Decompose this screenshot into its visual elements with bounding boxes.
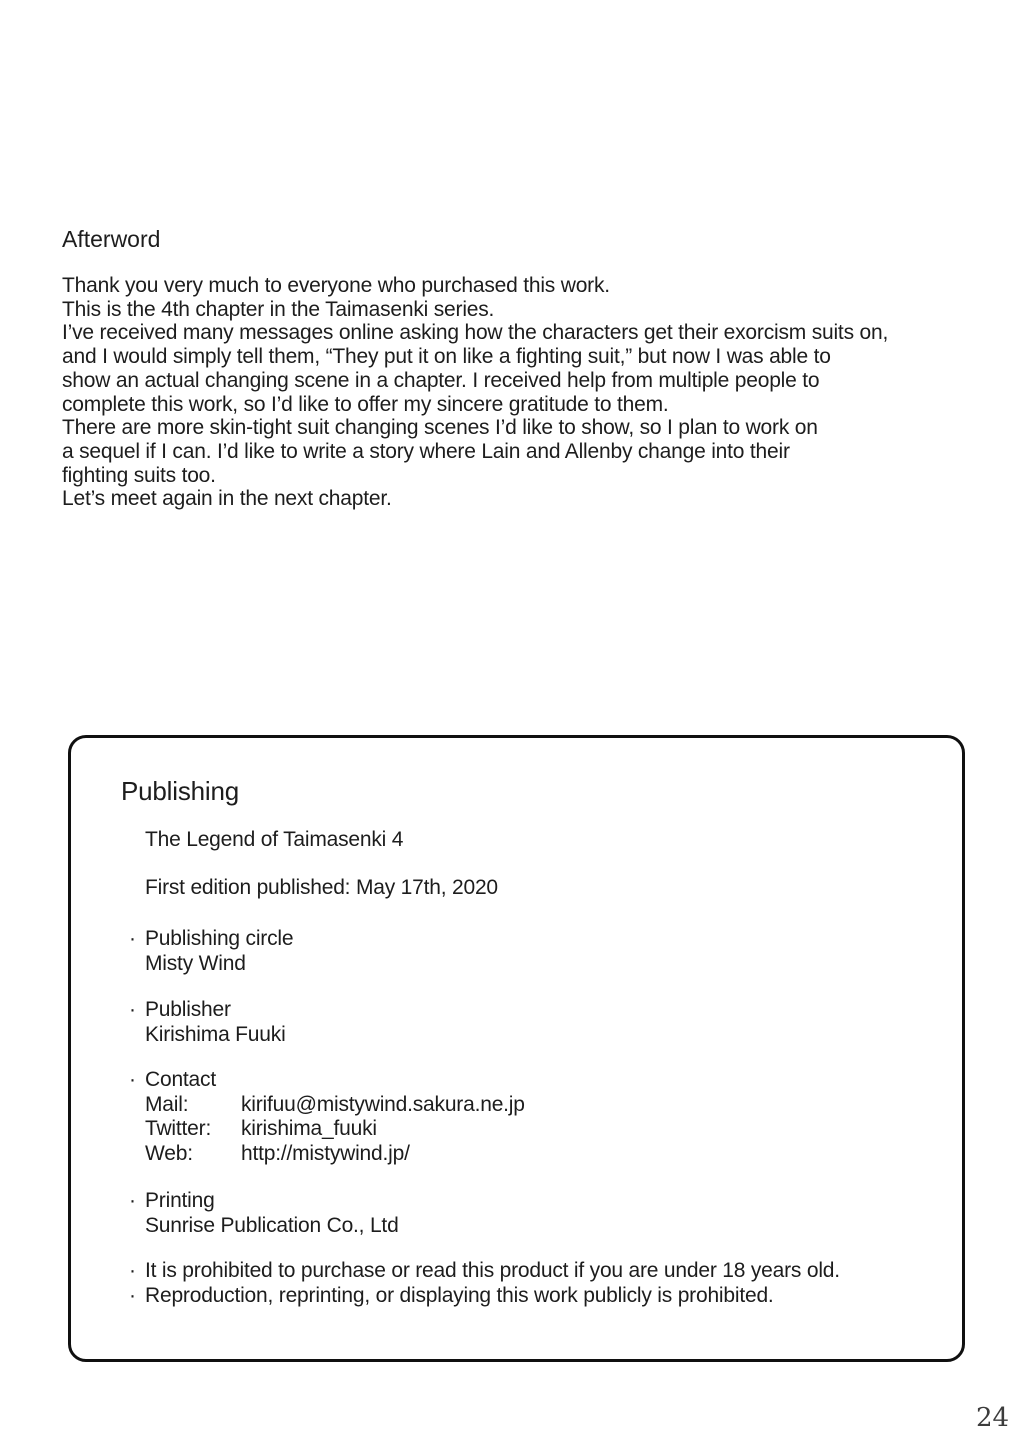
notice-reproduction: Reproduction, reprinting, or displaying this work publicly is prohibited. (145, 1283, 774, 1307)
afterword-line: I’ve received many messages online asking how the characters get their exorcism suits on, (62, 321, 889, 345)
publisher-section (129, 998, 286, 1047)
publisher-value: Kirishima Fuuki (145, 1022, 286, 1046)
printing-value: Sunrise Publication Co., Ltd (145, 1213, 399, 1237)
afterword-line: Thank you very much to everyone who purchased this work. (62, 274, 610, 297)
afterword-line: fighting suits too. (62, 463, 216, 487)
publishing-info-box (68, 735, 965, 1362)
bullet-icon: · (129, 1068, 136, 1091)
afterword-paragraph (62, 274, 888, 511)
web-value: http://mistywind.jp/ (241, 1141, 410, 1165)
afterword-line: a sequel if I can. I’d like to write a story where Lain and Allenby change into their (62, 439, 790, 463)
publishing-circle-label-row (129, 927, 293, 952)
notice-row (129, 1259, 840, 1284)
notices-section (129, 1259, 840, 1308)
afterword-line: and I would simply tell them, “They put it on like a fighting suit,” but now I was able to (62, 345, 831, 369)
contact-section (129, 1068, 525, 1166)
bullet-icon: · (129, 1189, 136, 1212)
publishing-circle-section (129, 927, 293, 976)
edition-date: First edition published: May 17th, 2020 (145, 876, 498, 899)
publishing-circle-value: Misty Wind (145, 951, 246, 975)
contact-label: Contact (145, 1068, 216, 1091)
afterword-line: Let’s meet again in the next chapter. (62, 487, 392, 511)
mail-key: Mail: (145, 1092, 189, 1116)
bullet-icon: · (129, 998, 136, 1021)
printing-label: Printing (145, 1189, 215, 1212)
afterword-line: This is the 4th chapter in the Taimasenki series. (62, 297, 495, 321)
publishing-heading: Publishing (121, 776, 239, 806)
notice-row (129, 1284, 840, 1309)
web-key: Web: (145, 1141, 193, 1165)
afterword-line: There are more skin-tight suit changing scenes I’d like to show, so I plan to work on (62, 416, 818, 440)
page-number: 24 (976, 1403, 1010, 1433)
bullet-icon: · (129, 927, 136, 950)
bullet-icon: · (129, 1259, 136, 1282)
printing-label-row (129, 1189, 399, 1214)
printing-section (129, 1189, 399, 1238)
contact-web-row (145, 1142, 525, 1167)
mail-value: kirifuu@mistywind.sakura.ne.jp (241, 1092, 525, 1116)
afterword-line: complete this work, so I’d like to offer my sincere gratitude to them. (62, 392, 669, 416)
notice-age-restriction: It is prohibited to purchase or read this product if you are under 18 years old. (145, 1259, 840, 1282)
book-title: The Legend of Taimasenki 4 (145, 828, 404, 851)
publishing-circle-label: Publishing circle (145, 927, 294, 950)
publisher-label: Publisher (145, 998, 231, 1021)
afterword-line: show an actual changing scene in a chapter. I received help from multiple people to (62, 368, 820, 392)
contact-twitter-row (145, 1117, 525, 1142)
publisher-label-row (129, 998, 286, 1023)
twitter-key: Twitter: (145, 1117, 212, 1141)
contact-label-row (129, 1068, 525, 1093)
afterword-heading: Afterword (62, 226, 161, 252)
contact-mail-row (145, 1093, 525, 1118)
twitter-value: kirishima_fuuki (241, 1117, 377, 1141)
bullet-icon: · (129, 1283, 136, 1307)
